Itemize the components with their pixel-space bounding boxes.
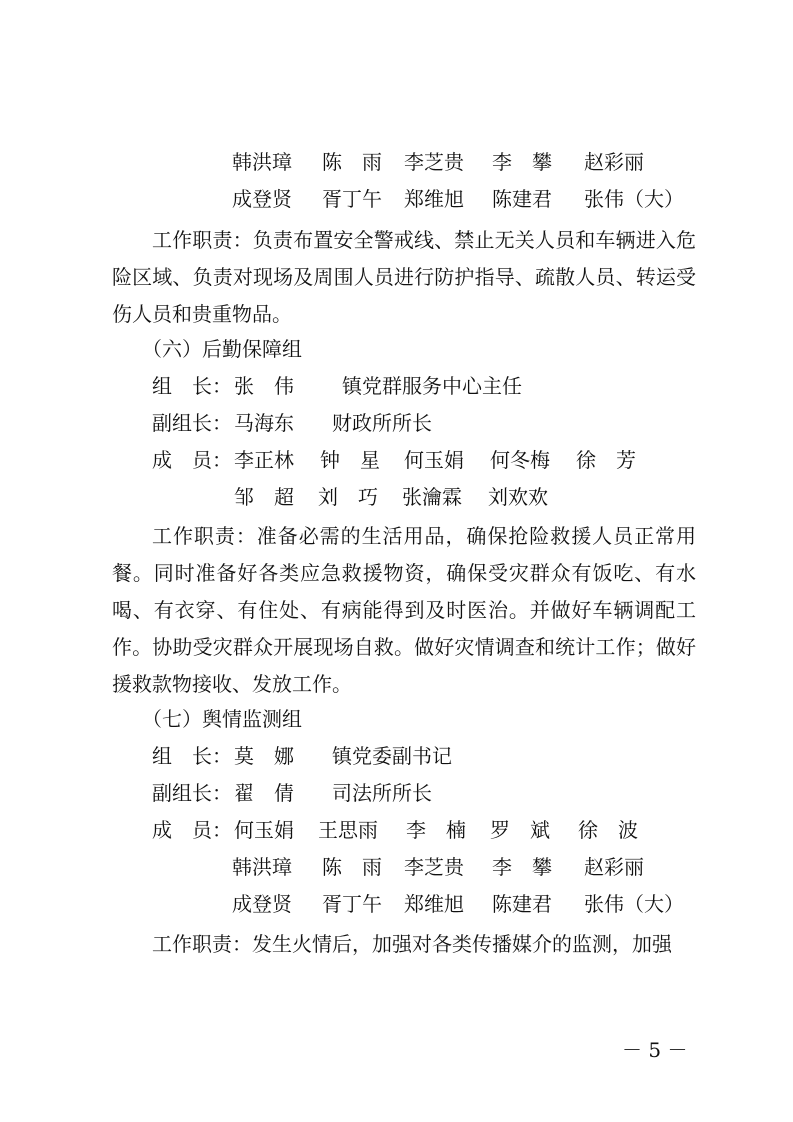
member-name: 徐 波: [578, 818, 638, 842]
role-label: 副组长：: [152, 411, 232, 435]
member-name: 成登贤: [232, 187, 292, 211]
member-name: 李正林: [234, 448, 294, 472]
member-name: 李 楠: [406, 818, 466, 842]
role-label: 成 员：: [152, 448, 232, 472]
member-name: 胥丁午: [322, 187, 382, 211]
deputy-row: [152, 411, 432, 435]
members-row: [232, 892, 684, 916]
leader-title: 镇党委副书记: [332, 744, 452, 768]
member-name: 韩洪璋: [232, 855, 292, 879]
page-number: － 5 －: [622, 1038, 688, 1062]
members-row: [234, 485, 548, 509]
member-name: 胥丁午: [322, 892, 382, 916]
role-label: 组 长：: [152, 744, 232, 768]
leader-row: [152, 374, 522, 398]
section-heading: （七）舆情监测组: [142, 707, 302, 731]
member-name: 张伟（大）: [584, 892, 684, 916]
deputy-title: 财政所所长: [332, 411, 432, 435]
member-name: 钟 星: [320, 448, 380, 472]
section-heading: （六）后勤保障组: [142, 337, 302, 361]
member-name: 陈建君: [492, 892, 552, 916]
member-name: 成登贤: [232, 892, 292, 916]
duty-paragraph: 工作职责：负责布置安全警戒线、禁止无关人员和车辆进入危险区域、负责对现场及周围人员进行防护指导、疏散人员、转运受伤人员和贵重物品。: [112, 228, 696, 326]
member-name: 陈 雨: [322, 855, 382, 879]
member-name: 邹 超: [234, 485, 294, 509]
member-name: 赵彩丽: [584, 855, 644, 879]
members-row: [232, 855, 644, 879]
deputy-row: [152, 781, 432, 805]
member-name: 陈建君: [492, 187, 552, 211]
role-label: 副组长：: [152, 781, 232, 805]
top-members-row-1: [232, 150, 644, 174]
leader-name: 张 伟: [234, 374, 294, 398]
member-name: 陈 雨: [322, 150, 382, 174]
member-name: 韩洪璋: [232, 150, 292, 174]
member-name: 张瀹霖: [402, 485, 462, 509]
member-name: 何玉娟: [404, 448, 464, 472]
member-name: 徐 芳: [576, 448, 636, 472]
deputy-title: 司法所所长: [332, 781, 432, 805]
leader-name: 莫 娜: [234, 744, 294, 768]
leader-title: 镇党群服务中心主任: [342, 374, 522, 398]
member-name: 刘 巧: [318, 485, 378, 509]
member-name: 李芝贵: [404, 855, 464, 879]
duty-paragraph: 工作职责：发生火情后，加强对各类传播媒介的监测，加强: [152, 932, 672, 956]
member-name: 何玉娟: [234, 818, 294, 842]
member-name: 李 攀: [492, 855, 552, 879]
role-label: 组 长：: [152, 374, 232, 398]
member-name: 赵彩丽: [584, 150, 644, 174]
member-name: 郑维旭: [404, 187, 464, 211]
members-row: [152, 818, 638, 842]
duty-paragraph: 工作职责：准备必需的生活用品，确保抢险救援人员正常用餐。同时准备好各类应急救援物资，确保受灾群众有饭吃、有水喝、有衣穿、有住处、有病能得到及时医治。并做好车辆调配工作。协助受灾群众开展现场自救。做好灾情调查和统计工作；做好援救款物接收、发放工作。: [112, 524, 696, 696]
role-label: 成 员：: [152, 818, 232, 842]
member-name: 王思雨: [318, 818, 378, 842]
deputy-name: 翟 倩: [234, 781, 294, 805]
deputy-name: 马海东: [234, 411, 294, 435]
member-name: 李芝贵: [404, 150, 464, 174]
leader-row: [152, 744, 452, 768]
member-name: 刘欢欢: [488, 485, 548, 509]
member-name: 何冬梅: [490, 448, 550, 472]
top-members-row-2: [232, 187, 684, 211]
member-name: 罗 斌: [490, 818, 550, 842]
members-row: [152, 448, 636, 472]
member-name: 李 攀: [492, 150, 552, 174]
member-name: 张伟（大）: [584, 187, 684, 211]
member-name: 郑维旭: [404, 892, 464, 916]
